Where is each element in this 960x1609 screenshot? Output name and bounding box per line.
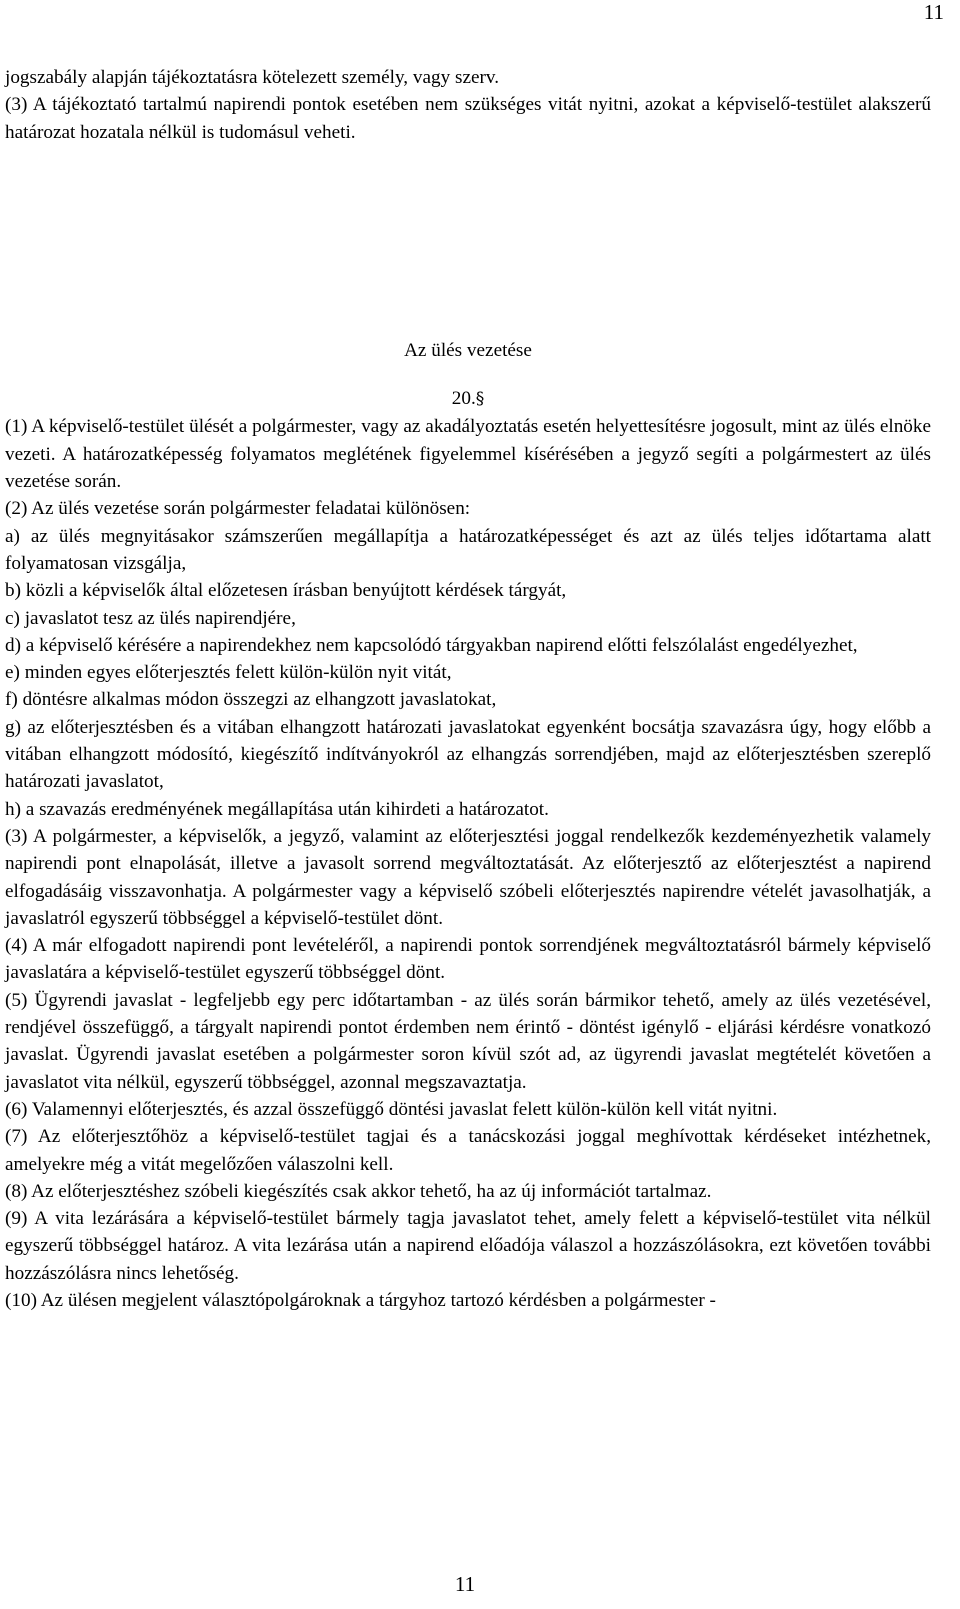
page-number-bottom: 11 — [454, 1572, 476, 1596]
paragraph-2-item-a: a) az ülés megnyitásakor számszerűen megállapítja a határozatképességet és azt az ülés teljes időtartama alatt folyamatosan vizsgálja, — [5, 525, 931, 574]
intro-line: jogszabály alapján tájékoztatásra kötelezett személy, vagy szerv. — [5, 67, 500, 88]
section-title: Az ülés vezetése — [404, 339, 532, 361]
paragraph-4: (4) A már elfogadott napirendi pont levételéről, a napirendi pontok sorrendjének megváltoztatásról bármely képviselő javaslatára a képviselő-testület egyszerű többséggel dönt. — [5, 935, 931, 984]
paragraph-3: (3) A polgármester, a képviselők, a jegyző, valamint az előterjesztési joggal rendelkezők kezdeményezhetik valamely napirendi pont elnapolását, illetve a javasolt sorrend megváltoztatását. Az előterjesztő az előterjesztést a napirend elfogadásáig visszavonhatja. A polgármester vagy a képviselő szóbeli előterjesztés napirendre vételét javasolhatják, a javaslatról egyszerű többséggel a képviselő-testület dönt. — [5, 825, 931, 929]
section-number — [5, 385, 931, 413]
paragraph-2-item-h: h) a szavazás eredményének megállapítása után kihirdeti a határozatot. — [5, 798, 549, 820]
section-number-value: 20. — [451, 388, 476, 410]
paragraph-7: (7) Az előterjesztőhöz a képviselő-testület tagjai és a tanácskozási joggal meghívottak kérdéseket intézhetnek, amelyekre még a vitát megelőzően válaszolni kell. — [5, 1126, 931, 1175]
paragraph-8: (8) Az előterjesztéshez szóbeli kiegészítés csak akkor tehető, ha az új információt tartalmaz. — [5, 1180, 712, 1202]
paragraph-10: (10) Az ülésen megjelent választópolgároknak a tárgyhoz tartozó kérdésben a polgármester - — [5, 1289, 716, 1311]
paragraph-9: (9) A vita lezárására a képviselő-testület bármely tagja javaslatot tehet, amely felett a képviselő-testület vita nélkül egyszerű többséggel határoz. A vita lezárása után a napirend előadója válaszol a hozzászólásokra, ezt követően további hozzászólásra nincs lehetőség. — [5, 1208, 931, 1284]
paragraph-2-item-b: b) közli a képviselők által előzetesen írásban benyújtott kérdések tárgyát, — [5, 580, 567, 602]
intro-paragraph-3: (3) A tájékoztató tartalmú napirendi pontok esetében nem szükséges vitát nyitni, azokat a képviselő-testület alakszerű határozat hozatala nélkül is tudomásul veheti. — [5, 94, 931, 143]
document-body — [5, 64, 931, 1314]
paragraph-1: (1) A képviselő-testület ülését a polgármester, vagy az akadályoztatás esetén helyettesítésre jogosult, mint az ülés elnöke vezeti. A határozatképesség folyamatos meglétének figyelemmel kísérésében a jegyző segíti a polgármestert az ülés vezetése során. — [5, 416, 931, 493]
spacer — [5, 146, 931, 337]
paragraph-5: (5) Ügyrendi javaslat - legfeljebb egy perc időtartamban - az ülés során bármikor tehető, amely az ülés vezetésével, rendjével összefüggő, a tárgyalt napirendi pontot érdemben nem érintő - döntést igénylő - eljárási kérdésre vonatkozó javaslat. Ügyrendi javaslat esetében a polgármester soron kívül szót ad, az ügyrendi javaslat megtételét követően a javaslatot vita nélkül, egyszerű többséggel, azonnal megszavaztatja. — [5, 989, 931, 1093]
paragraph-2-item-c: c) javaslatot tesz az ülés napirendjére, — [5, 607, 296, 629]
paragraph-2-item-d: d) a képviselő kérésére a napirendekhez nem kapcsolódó tárgyakban napirend előtti felszólalást engedélyezhet, — [5, 634, 858, 656]
paragraph-2-item-e: e) minden egyes előterjesztés felett külön-külön nyit vitát, — [5, 662, 452, 684]
paragraph-2-item-f: f) döntésre alkalmas módon összegzi az elhangzott javaslatokat, — [5, 689, 497, 711]
paragraph-2: (2) Az ülés vezetése során polgármester feladatai különösen: — [5, 498, 471, 520]
section-sign: § — [475, 389, 485, 410]
paragraph-2-item-g: g) az előterjesztésben és a vitában elhangzott határozati javaslatokat egyenként bocsátja szavazásra úgy, hogy előbb a vitában elhangzott módosító, kiegészítő indítványokról az elhangzás sorrendjében, majd az előterjesztésben szereplő határozati javaslatot, — [5, 716, 931, 793]
paragraph-6: (6) Valamennyi előterjesztés, és azzal összefüggő döntési javaslat felett külön-külön kell vitát nyitni. — [5, 1098, 778, 1120]
page-number-top: 11 — [923, 0, 944, 24]
